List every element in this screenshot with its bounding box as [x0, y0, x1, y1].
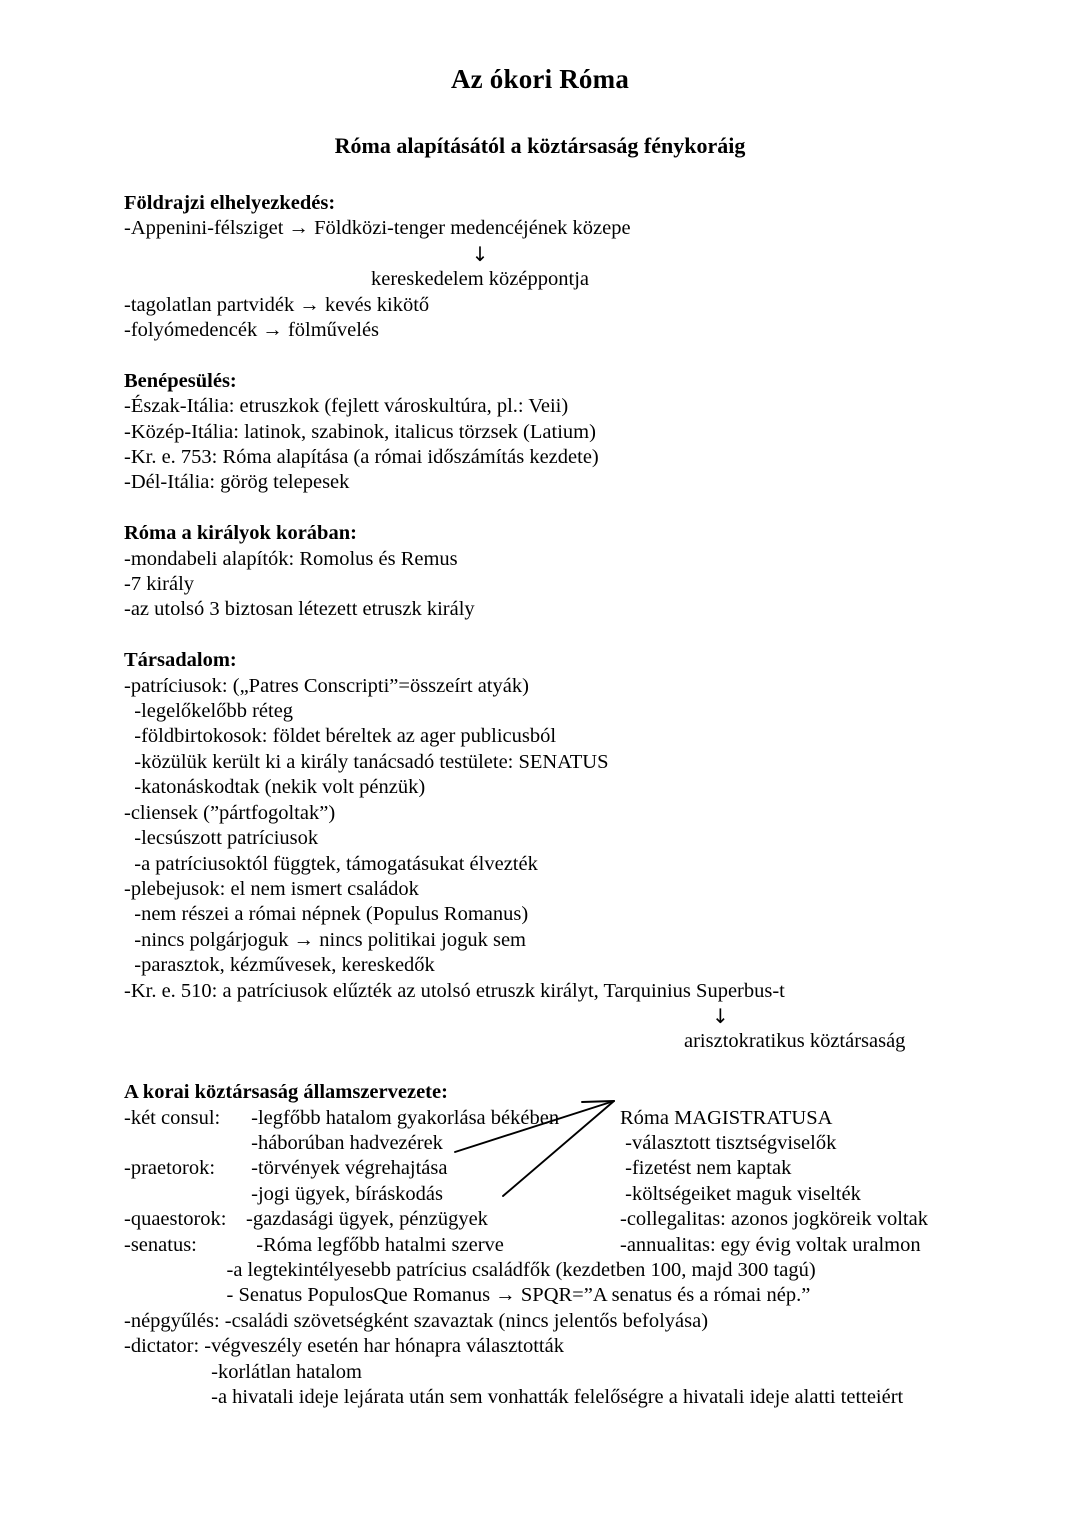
text-line: -földbirtokosok: földet béreltek az ager publicusból [124, 725, 557, 748]
text-line: arisztokratikus köztársaság [684, 1030, 906, 1053]
text-line: -korlátlan hatalom [124, 1360, 362, 1383]
text-line: -cliensek (”pártfogoltak”) [124, 801, 336, 824]
arrow-down-icon: ↓ [712, 1003, 729, 1028]
text-line: -lecsúszott patríciusok [124, 827, 319, 850]
text-line: -közülük került ki a király tanácsadó testülete: SENATUS [124, 750, 609, 773]
text-line: -legelőkelőbb réteg [124, 700, 294, 723]
section-spacer [124, 343, 1004, 368]
section-spacer [124, 623, 1004, 648]
duty-label: -törvények végrehajtása [246, 1157, 448, 1180]
text-line: -plebejusok: el nem ismert családok [124, 877, 419, 900]
text-line: -Közép-Itália: latinok, szabinok, italicus törzsek (Latium) [124, 420, 596, 443]
text-line: -dictator: -végveszély esetén har hónapra választották [124, 1335, 564, 1358]
section-heading-geography: Földrajzi elhelyezkedés: [124, 192, 336, 214]
text-line: -a hivatali ideje lejárata után sem vonhatták felelőségre a hivatali ideje alatti tetteiért [124, 1386, 904, 1409]
text-line: -az utolsó 3 biztosan létezett etruszk király [124, 598, 475, 621]
text-line: -patríciusok: („Patres Conscripti”=összeírt atyák) [124, 674, 529, 697]
text-line: -Kr. e. 510: a patríciusok elűzték az utolsó etruszk királyt, Tarquinius Superbus-t [124, 979, 785, 1002]
text-line: - Senatus PopulosQue Romanus → SPQR=”A senatus és a római nép.” [124, 1284, 811, 1307]
duty-label: -háborúban hadvezérek [246, 1131, 443, 1154]
text-line: -nem részei a római népnek (Populus Romanus) [124, 903, 529, 926]
section-heading-state-organisation: A korai köztársaság államszervezete: [124, 1081, 448, 1104]
office-label [124, 1131, 246, 1156]
text-line: -Észak-Itália: etruszkok (fejlett városkultúra, pl.: Veii) [124, 395, 569, 418]
feature-label: -választott tisztségviselők [620, 1131, 837, 1154]
duty-label: -gazdasági ügyek, pénzügyek [246, 1208, 488, 1231]
office-label [124, 1182, 246, 1207]
office-label: -két consul: [124, 1106, 221, 1129]
duty-label: -legfőbb hatalom gyakorlása békében [246, 1106, 560, 1129]
text-line: -a patríciusoktól függtek, támogatásukat élvezték [124, 852, 538, 875]
text-line: -parasztok, kézművesek, kereskedők [124, 954, 435, 977]
page-subtitle: Róma alapításától a köztársaság fénykoráig [334, 133, 746, 158]
table-row [124, 1182, 1004, 1207]
text-line: -mondabeli alapítók: Romolus és Remus [124, 547, 458, 570]
table-row [124, 1131, 1004, 1156]
text-line: -folyómedencék → fölművelés [124, 319, 380, 342]
table-row [124, 1156, 1004, 1181]
feature-label: -költségeiket maguk viselték [620, 1182, 861, 1205]
text-line: -a legtekintélyesebb patrícius családfők (kezdetben 100, majd 300 tagú) [124, 1259, 816, 1281]
text-line: kereskedelem középpontja [370, 268, 589, 291]
document-body [124, 191, 1004, 1410]
state-organisation-table [124, 1106, 1004, 1258]
table-row [124, 1233, 1004, 1258]
section-heading-settlement: Benépesülés: [124, 369, 237, 392]
section-spacer [124, 496, 1004, 521]
text-line: -tagolatlan partvidék → kevés kikötő [124, 293, 430, 316]
section-heading-kings: Róma a királyok korában: [124, 522, 357, 545]
text-line: -nincs polgárjoguk → nincs politikai joguk sem [124, 928, 526, 951]
text-line: -katonáskodtak (nekik volt pénzük) [124, 776, 426, 799]
section-spacer [124, 1055, 1004, 1080]
text-line: -Dél-Itália: görög telepesek [124, 471, 350, 494]
office-label: -senatus: [124, 1233, 197, 1256]
office-label: -quaestorok: [124, 1208, 227, 1231]
arrow-down-icon: ↓ [471, 241, 489, 266]
office-label: -praetorok: [124, 1157, 216, 1180]
text-line: -7 király [124, 573, 195, 596]
table-row [124, 1106, 1004, 1131]
text-line: -népgyűlés: -családi szövetségként szavaztak (nincs jelentős befolyása) [124, 1309, 709, 1332]
page-title: Az ókori Róma [450, 64, 630, 94]
duty-label: -Róma legfőbb hatalmi szerve [246, 1233, 504, 1256]
feature-label: Róma MAGISTRATUSA [620, 1106, 833, 1129]
feature-label: -collegalitas: azonos jogköreik voltak [620, 1208, 928, 1231]
feature-label: -fizetést nem kaptak [620, 1157, 792, 1180]
feature-label: -annualitas: egy évig voltak uralmon [620, 1233, 921, 1256]
text-line: -Appenini-félsziget → Földközi-tenger medencéjének közepe [124, 217, 631, 240]
text-line: -Kr. e. 753: Róma alapítása (a római időszámítás kezdete) [124, 446, 599, 469]
table-row [124, 1207, 1004, 1232]
section-heading-society: Társadalom: [124, 649, 237, 672]
duty-label: -jogi ügyek, bíráskodás [246, 1182, 443, 1205]
